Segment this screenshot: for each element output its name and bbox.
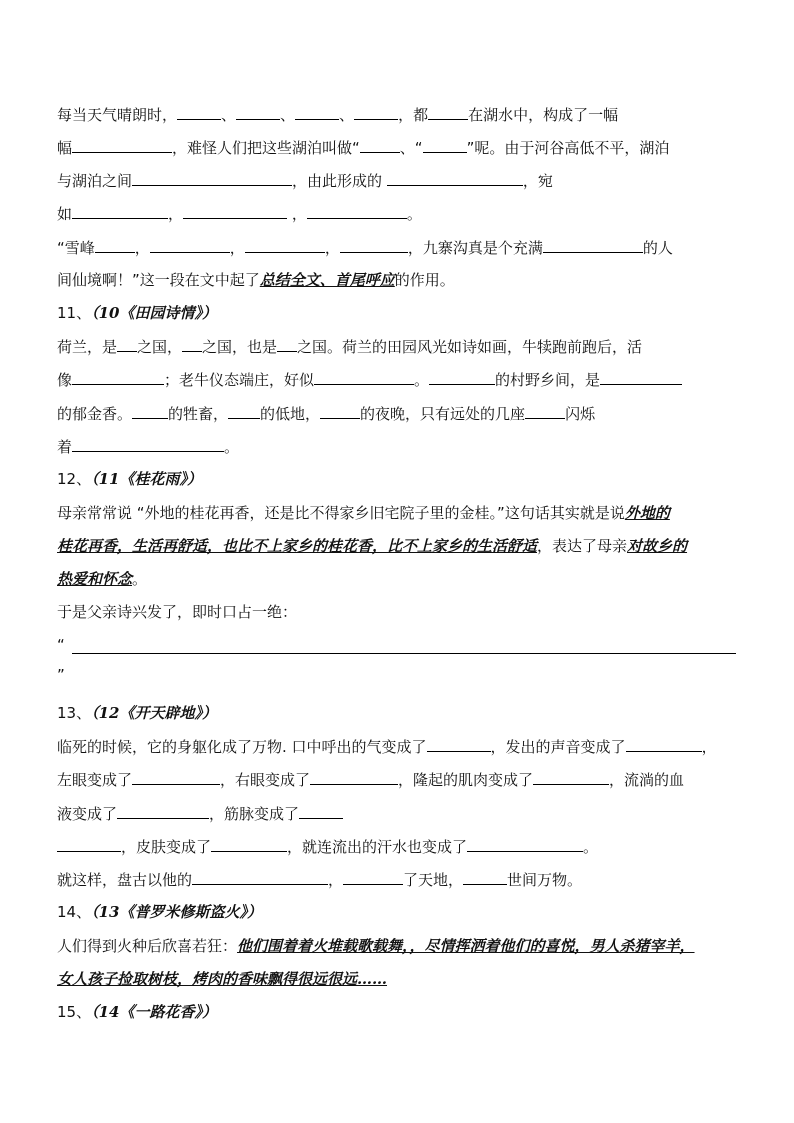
fill-blank[interactable]: [463, 869, 507, 885]
text-line: “雪峰 ， ， ， ，九寨沟真是个充满 的人: [57, 239, 673, 257]
question-title: （13《普罗米修斯盗火》）: [91, 903, 262, 921]
fill-blank[interactable]: [387, 170, 523, 186]
fill-blank[interactable]: [245, 237, 325, 253]
open-quote: “: [57, 636, 65, 654]
fill-blank[interactable]: [150, 237, 230, 253]
fill-blank[interactable]: [117, 336, 137, 352]
question-heading: [57, 469, 202, 489]
fill-blank[interactable]: [277, 336, 297, 352]
fill-blank[interactable]: [57, 836, 121, 852]
text-line: 每当天气晴朗时， 、 、 、 ，都 在湖水中，构成了一幅: [57, 106, 619, 124]
question-heading: [57, 703, 217, 723]
text-line: [57, 969, 387, 989]
fill-blank[interactable]: [182, 336, 202, 352]
question-number: 13、: [57, 704, 92, 722]
fill-blank[interactable]: [183, 203, 287, 219]
text-line: 人们得到火种后欣喜若狂：他们围着着火堆载歌载舞，，尽情挥洒着他们的喜悦，男人杀猪宰羊，: [57, 937, 695, 955]
text-line: 如 ， ， 。: [57, 205, 422, 223]
poem-answer-line[interactable]: [72, 653, 736, 654]
fill-blank[interactable]: [72, 137, 172, 153]
fill-blank[interactable]: [132, 769, 220, 785]
fill-blank[interactable]: [354, 104, 398, 120]
question-number: 14、: [57, 903, 92, 921]
fill-blank[interactable]: [626, 736, 702, 752]
close-quote: ”: [57, 666, 65, 684]
fill-blank[interactable]: [299, 803, 343, 819]
text-line: [57, 665, 65, 685]
fill-blank[interactable]: [132, 170, 292, 186]
text-line: 的郁金香。 的牲畜， 的低地， 的夜晚，只有远处的几座 闪烁: [57, 405, 596, 423]
fill-blank[interactable]: [228, 403, 260, 419]
answer-text: 外地的: [624, 504, 670, 522]
text-line: [57, 635, 65, 655]
fill-blank[interactable]: [177, 104, 221, 120]
answer-text: 女人孩子捡取树枝，烤肉的香味飘得很远很远……: [57, 970, 388, 988]
question-heading: [57, 303, 217, 323]
answer-text: 桂花再香，生活再舒适，也比不上家乡的桂花香，比不上家乡的生活舒适: [57, 537, 538, 555]
fill-blank[interactable]: [72, 436, 224, 452]
question-number: 11、: [57, 304, 92, 322]
fill-blank[interactable]: [314, 369, 414, 385]
fill-blank[interactable]: [211, 836, 287, 852]
fill-blank[interactable]: [543, 237, 643, 253]
text-line: 幅 ，难怪人们把这些湖泊叫做“ 、“ ”呢。由于河谷高低不平，湖泊: [57, 139, 670, 157]
fill-blank[interactable]: [467, 836, 583, 852]
question-title: （12《开天辟地》）: [91, 704, 217, 722]
fill-blank[interactable]: [192, 869, 328, 885]
text: 每当天气晴朗时，: [57, 106, 178, 124]
answer-text: 热爱和怀念: [57, 570, 133, 588]
text-line: 于是父亲诗兴发了，即时口占一绝：: [57, 603, 298, 621]
text-line: 左眼变成了 ，右眼变成了 ，隆起的肌肉变成了 ，流淌的血: [57, 771, 685, 789]
text-line: 临死的时候，它的身躯化成了万物. 口中呼出的气变成了 ，发出的声音变成了 ，: [57, 738, 717, 756]
fill-blank[interactable]: [236, 104, 280, 120]
fill-blank[interactable]: [132, 403, 168, 419]
fill-blank[interactable]: [428, 104, 468, 120]
fill-blank[interactable]: [320, 403, 360, 419]
question-heading: [57, 1002, 217, 1022]
fill-blank[interactable]: [117, 803, 209, 819]
fill-blank[interactable]: [72, 369, 164, 385]
question-title: （10《田园诗情》）: [91, 304, 217, 322]
question-number: 12、: [57, 470, 92, 488]
text-line: 与湖泊之间 ，由此形成的 ，宛: [57, 172, 553, 190]
text-line: 间仙境啊！”这一段在文中起了总结全文、首尾呼应的作用。: [57, 271, 455, 289]
fill-blank[interactable]: [427, 736, 491, 752]
text-line: 热爱和怀念。: [57, 570, 148, 588]
fill-blank[interactable]: [310, 769, 398, 785]
text-line: ，皮肤变成了 ，就连流出的汗水也变成了 。: [57, 836, 598, 857]
text-line: 着 。: [57, 438, 240, 456]
text-line: 就这样，盘古以他的 ， 了天地， 世间万物。: [57, 871, 583, 889]
question-heading: [57, 902, 262, 922]
fill-blank[interactable]: [95, 237, 135, 253]
fill-blank[interactable]: [423, 137, 467, 153]
answer-text: 总结全文、首尾呼应: [259, 271, 395, 289]
answer-text: 他们围着着火堆载歌载舞，，尽情挥洒着他们的喜悦，男人杀猪宰羊，: [237, 937, 695, 955]
fill-blank[interactable]: [340, 237, 408, 253]
fill-blank[interactable]: [600, 369, 682, 385]
fill-blank[interactable]: [429, 369, 495, 385]
fill-blank[interactable]: [72, 203, 168, 219]
question-number: 15、: [57, 1003, 92, 1021]
fill-blank[interactable]: [360, 137, 400, 153]
text-line: 桂花再香，生活再舒适，也比不上家乡的桂花香，比不上家乡的生活舒适，表达了母亲对故乡的: [57, 537, 688, 555]
question-title: （14《一路花香》）: [91, 1003, 217, 1021]
text-line: 荷兰，是 之国， 之国，也是 之国。荷兰的田园风光如诗如画，牛犊跑前跑后，活: [57, 338, 643, 356]
text-line: 液变成了 ，筋脉变成了: [57, 803, 343, 824]
fill-blank[interactable]: [533, 769, 609, 785]
fill-blank[interactable]: [525, 403, 565, 419]
fill-blank[interactable]: [343, 869, 403, 885]
text-line: 像 ；老牛仪态端庄，好似 。 的村野乡间，是: [57, 369, 682, 390]
answer-text: 对故乡的: [627, 537, 688, 555]
question-title: （11《桂花雨》）: [91, 470, 202, 488]
text-line: 母亲常常说 “外地的桂花再香，还是比不得家乡旧宅院子里的金桂。”这句话其实就是说外地的: [57, 504, 670, 522]
fill-blank[interactable]: [307, 203, 407, 219]
fill-blank[interactable]: [295, 104, 339, 120]
